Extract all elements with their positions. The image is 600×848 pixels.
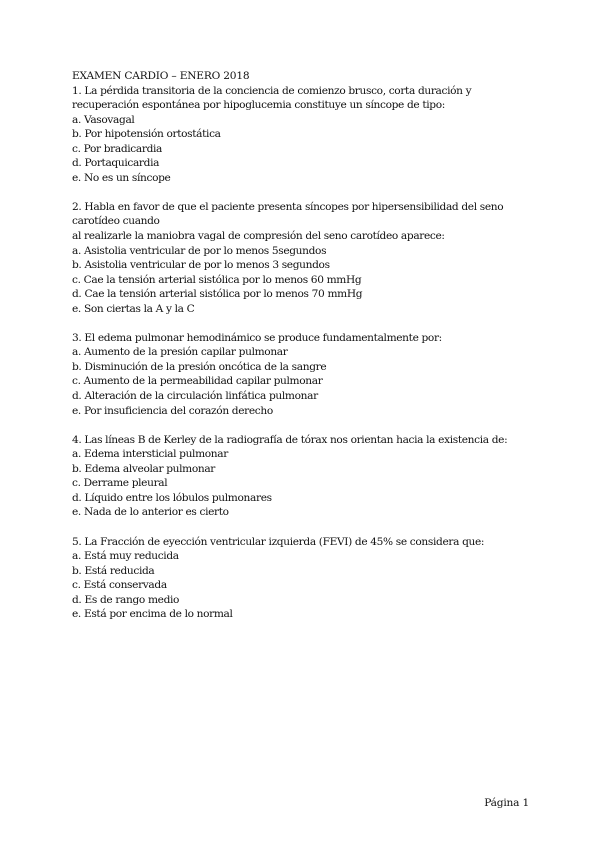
option-e: e. Son ciertas la A y la C	[72, 302, 195, 315]
option-list	[72, 244, 532, 317]
question-text-continued: al realizarle la maniobra vagal de compresión del seno carotídeo aparece:	[72, 230, 445, 243]
option-d: d. Es de rango medio	[72, 593, 180, 606]
option-list	[72, 345, 532, 418]
question-2	[72, 200, 532, 316]
option-a: a. Está muy reducida	[72, 550, 179, 563]
question-text: 2. Habla en favor de que el paciente presenta síncopes por hipersensibilidad del seno carotídeo cuando	[72, 200, 504, 228]
option-d: d. Portaquicardia	[72, 157, 160, 170]
option-e: e. Está por encima de lo normal	[72, 608, 233, 621]
option-e: e. No es un síncope	[72, 171, 171, 184]
question-1	[72, 84, 532, 186]
question-text: 4. Las líneas B de Kerley de la radiografía de tórax nos orientan hacia la existencia de:	[72, 433, 508, 446]
option-a: a. Asistolia ventricular de por lo menos 5segundos	[72, 244, 327, 257]
question-text: 1. La pérdida transitoria de la conciencia de comienzo brusco, corta duración y recuperación espontánea por hipoglucemia constituye un síncope de tipo:	[72, 84, 472, 112]
page-number: Página 1	[484, 797, 529, 809]
question-4	[72, 433, 532, 520]
option-c: c. Cae la tensión arterial sistólica por lo menos 60 mmHg	[72, 273, 362, 286]
option-b: b. Disminución de la presión oncótica de la sangre	[72, 360, 327, 373]
option-b: b. Edema alveolar pulmonar	[72, 462, 216, 475]
option-c: c. Derrame pleural	[72, 477, 168, 490]
option-list	[72, 113, 532, 186]
exam-page	[72, 69, 532, 636]
option-b: b. Está reducida	[72, 564, 155, 577]
option-a: a. Edema intersticial pulmonar	[72, 448, 228, 461]
option-list	[72, 549, 532, 622]
option-c: c. Está conservada	[72, 579, 167, 592]
question-text: 3. El edema pulmonar hemodinámico se produce fundamentalmente por:	[72, 331, 442, 344]
option-b: b. Por hipotensión ortostática	[72, 128, 221, 141]
option-b: b. Asistolia ventricular de por lo menos 3 segundos	[72, 259, 330, 272]
option-d: d. Alteración de la circulación linfática pulmonar	[72, 390, 318, 403]
option-a: a. Aumento de la presión capilar pulmonar	[72, 346, 288, 359]
option-c: c. Aumento de la permeabilidad capilar pulmonar	[72, 375, 323, 388]
option-e: e. Por insuficiencia del corazón derecho	[72, 404, 273, 417]
option-c: c. Por bradicardia	[72, 142, 163, 155]
question-3	[72, 331, 532, 418]
option-a: a. Vasovagal	[72, 113, 135, 126]
option-e: e. Nada de lo anterior es cierto	[72, 506, 229, 519]
question-5	[72, 535, 532, 622]
exam-title: EXAMEN CARDIO – ENERO 2018	[72, 70, 250, 82]
option-d: d. Líquido entre los lóbulos pulmonares	[72, 491, 272, 504]
question-text: 5. La Fracción de eyección ventricular izquierda (FEVI) de 45% se considera que:	[72, 535, 485, 548]
option-list	[72, 447, 532, 520]
option-d: d. Cae la tensión arterial sistólica por lo menos 70 mmHg	[72, 288, 363, 301]
